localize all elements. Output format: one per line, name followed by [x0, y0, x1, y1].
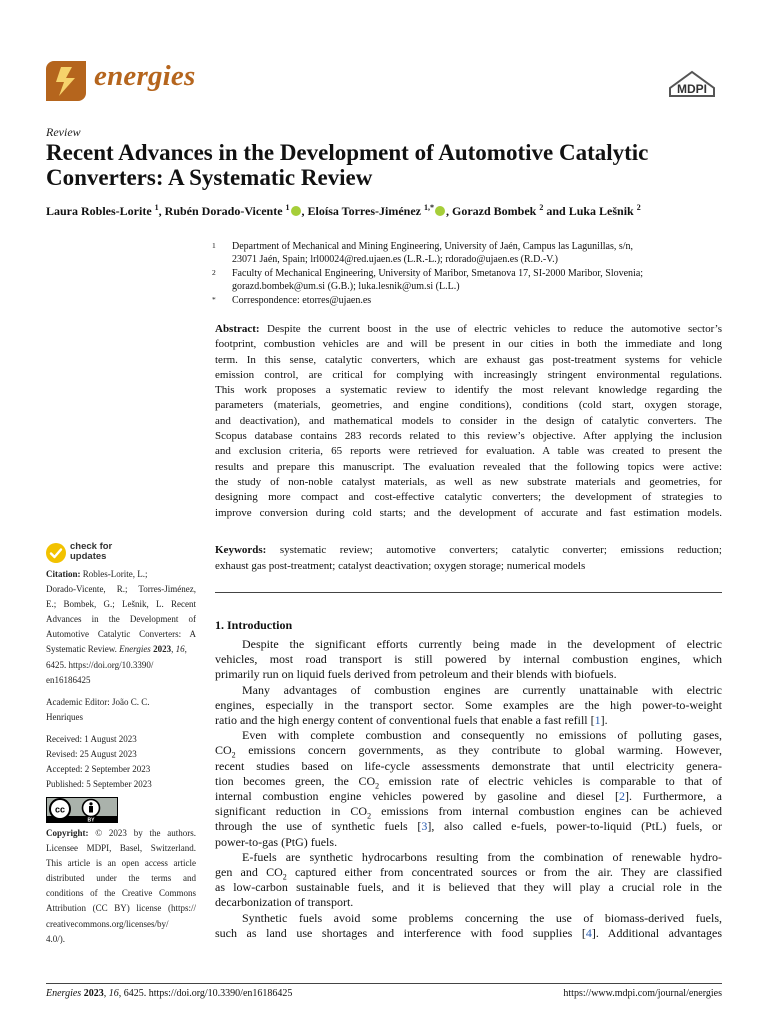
body-line: as low-carbon sustainable fuels, and it is believed that they will play a crucial role in the: [215, 880, 722, 895]
orcid-icon[interactable]: [435, 206, 445, 216]
citation-doi[interactable]: 6425. https://doi.org/10.3390/: [46, 659, 154, 670]
author-affiliation-mark: 2: [539, 203, 544, 212]
author-affiliation-mark: 2: [636, 203, 641, 212]
check-for-updates-link[interactable]: check for updates: [70, 541, 113, 562]
body-line: internal combustion engine vehicles powered by gasoline and diesel [2]. Furthermore, a: [215, 789, 722, 804]
body-line: Even with complete combustion and consequently no emissions of polluting gases,: [242, 728, 722, 743]
citation-link[interactable]: 4: [585, 925, 592, 940]
journal-name: energies: [94, 60, 196, 92]
author-list: Laura Robles-Lorite $^1$, Rubén Dorado-Vicente $^1$ , Eloísa Torres-Jiménez $^{1,*}$ , Gorazd Bombek $^2$ and Luka Lešnik $^2$: [46, 203, 641, 218]
affiliation-line: Department of Mechanical and Mining Engineering, University of Jaén, Campus las Lagunillas, s/n,: [232, 241, 634, 252]
affiliation-line: gorazd.bombek@um.si (G.B.); luka.lesnik@um.si (L.L.): [232, 281, 460, 293]
citation-line: Advances in the Development of: [46, 614, 196, 625]
article-type: Review: [46, 125, 81, 139]
energies-logo: [46, 61, 86, 101]
body-line: gen and $CO_2$ captured either from concentrated sources or from the air. They are classified: [215, 865, 722, 882]
author-name: Rubén Dorado-Vicente: [164, 204, 283, 218]
author-name: Eloísa Torres-Jiménez: [307, 204, 421, 218]
citation-link[interactable]: 2: [619, 789, 626, 804]
body-line: tion becomes green, the $CO_2$ emission rate of electric vehicles is comparable to that of: [215, 773, 723, 791]
affiliation-mark: 1: [212, 241, 216, 250]
abstract-line: term. In this sense, catalytic converters, which are exhaust gas post-treatment systems for vehicle: [215, 353, 722, 366]
body-line: power-to-gas (PtG) fuels.: [215, 834, 338, 849]
author-name: Laura Robles-Lorite: [46, 204, 152, 218]
affiliations: [212, 240, 722, 307]
body-line: primarily run on liquid fuels derived from petroleum and their blends with biofuels.: [215, 667, 617, 682]
date-revised: Revised: 25 August 2023: [46, 749, 137, 760]
copyright-notice: [46, 826, 196, 947]
abstract-line: This work proposes a systematic review to identify the most relevant knowledge regarding the: [215, 384, 722, 397]
author-affiliation-mark: 1,*: [423, 203, 434, 212]
body-line: Despite the significant efforts currently being made in the development of electric: [242, 637, 722, 651]
mdpi-logo: [664, 70, 720, 98]
svg-text:cc: cc: [54, 804, 66, 815]
abstract-line: emission control, are critical for complying with increasingly stringent environmental regulations.: [215, 368, 722, 381]
divider: [215, 592, 722, 593]
keywords-line: Keywords: systematic review; automotive converters; catalytic converter; emissions reduction;: [215, 544, 722, 556]
svg-text:BY: BY: [87, 817, 95, 823]
citation-line: Citation: Robles-Lorite, L.;: [46, 569, 148, 579]
copyright-line: distributed under the terms and: [46, 873, 196, 884]
citation-label: Citation:: [46, 569, 81, 579]
paper-title: [46, 140, 736, 190]
body-line: vehicles, most road transport is still powered by internal combustion engines, which: [215, 652, 722, 667]
title-line: Converters: A Systematic Review: [46, 165, 373, 190]
abstract: [215, 322, 722, 521]
abstract-line: and deactivation), and mathematical models to consider in the design of catalytic converters. The: [215, 414, 722, 427]
body-line: engines, especially in the transport sector. Some examples are the high power-to-weight: [215, 697, 722, 712]
date-published: Published: 5 September 2023: [46, 779, 152, 790]
affiliation-mark: 2: [212, 267, 216, 277]
affiliation: [212, 294, 722, 307]
keywords-label: Keywords:: [215, 544, 267, 556]
sidebar-meta: [46, 567, 196, 792]
body-line: decarbonization of transport.: [215, 895, 354, 910]
abstract-line: designing more compact and cost-effective catalytic converters; the development of strategies to: [215, 491, 722, 504]
abstract-line: the study of non-noble catalyst materials, as well as new substrate materials and geometries, for: [215, 475, 722, 488]
abstract-line: Scopus database contains 283 records related to this review’s objective. After applying the inclusion: [215, 430, 722, 443]
check-for-updates-icon[interactable]: [45, 542, 67, 564]
affiliation-line: 23071 Jaén, Spain; lrl00024@red.ujaen.es (L.R.-L.); rdorado@ujaen.es (R.D.-V.): [232, 254, 558, 266]
affiliation: [212, 240, 722, 267]
abstract-line: Abstract: Despite the current boost in the use of electric vehicles to reduce the automotive sector’s: [215, 323, 722, 335]
keywords: [215, 543, 722, 574]
footer-divider: [46, 983, 722, 984]
abstract-line: improve conversion during cold starts; and the development of accurate and fast estimation models.: [215, 506, 722, 519]
abstract-line: parameters (materials, geometries, and engine conditions), conditions (cold start, oxygen storage,: [215, 399, 722, 412]
body-line: such as land use shortages and interference with food supplies [4]. Additional advantages: [215, 925, 722, 940]
abstract-line: results and prepare this manuscript. The evaluation revealed that the following topics were active:: [215, 460, 722, 473]
citation-line: E.; Bombek, G.; Lešnik, L. Recent: [46, 599, 196, 610]
author-affiliation-mark: 1: [285, 203, 290, 212]
affiliation-mark: *: [212, 294, 216, 304]
academic-editor: Academic Editor: João C. C.: [46, 696, 150, 707]
affiliation: [212, 267, 722, 294]
copyright-line: creativecommons.org/licenses/by/: [46, 918, 169, 929]
citation-link[interactable]: 1: [594, 713, 601, 728]
citation-link[interactable]: 3: [421, 819, 428, 834]
body-text: [215, 637, 722, 941]
cc-by-license-icon[interactable]: [46, 797, 118, 823]
copyright-label: Copyright:: [46, 828, 89, 838]
body-line: ratio and the high energy content of conventional fuels that enable a fast refill [1].: [215, 713, 608, 728]
body-line: through the use of synthetic fuels [3], also called e-fuels, power-to-liquid (PtL) fuels, or: [215, 819, 722, 834]
body-line: Synthetic fuels avoid some problems concerning the use of biomass-derived fuels,: [242, 910, 722, 925]
abstract-label: Abstract:: [215, 323, 260, 335]
copyright-line: Attribution (CC BY) license (https://: [46, 903, 196, 914]
abstract-line: footprint, combustion vehicles are and will be present in our cities in both the immediate and long: [215, 338, 722, 351]
copyright-line: Copyright: © 2023 by the authors.: [46, 828, 196, 838]
affiliation-line: Faculty of Mechanical Engineering, University of Maribor, Smetanova 17, SI-2000 Maribor, Slovenia;: [232, 267, 644, 279]
author-affiliation-mark: 1: [154, 203, 159, 212]
copyright-line: 4.0/).: [46, 933, 65, 944]
citation-line: Systematic Review. Energies 2023, 16,: [46, 644, 187, 655]
copyright-line: conditions of the Creative Commons: [46, 888, 196, 899]
body-line: recent studies based on life-cycle assessments demonstrate that until electricity genera-: [215, 758, 722, 773]
svg-text:MDPI: MDPI: [677, 82, 707, 96]
author-name: Luka Lešnik: [568, 204, 634, 218]
affiliation-line: Correspondence: etorres@ujaen.es: [232, 294, 372, 306]
date-accepted: Accepted: 2 September 2023: [46, 764, 151, 775]
academic-editor: Henriques: [46, 711, 83, 722]
body-line: E-fuels are synthetic hydrocarbons resulting from the combination of renewable hydro-: [242, 849, 722, 864]
citation-line: Automotive Catalytic Converters: A: [46, 629, 196, 640]
citation-line: Dorado-Vicente, R.; Torres-Jiménez,: [46, 584, 196, 595]
keywords-line: exhaust gas post-treatment; catalyst deactivation; oxygen storage; numerical models: [215, 559, 586, 572]
copyright-line: This article is an open access article: [46, 858, 196, 869]
abstract-line: and exclusion criteria, 65 reports were retrieved for evaluation. A table was created to present the: [215, 445, 722, 458]
body-line: Many advantages of combustion engines are currently unattainable with electric: [242, 682, 722, 697]
date-received: Received: 1 August 2023: [46, 733, 137, 744]
section-heading: 1. Introduction: [215, 618, 293, 632]
body-line: significant reduction in $CO_2$ emissions from internal combustion engines can be achieved: [215, 804, 722, 821]
copyright-line: Licensee MDPI, Basel, Switzerland.: [46, 843, 196, 854]
orcid-icon[interactable]: [291, 206, 301, 216]
footer-journal-url[interactable]: https://www.mdpi.com/journal/energies: [563, 988, 722, 999]
author-name: Gorazd Bombek: [451, 204, 537, 218]
body-line: $CO_2$ emissions concern governments, as they contribute to global warming. However,: [215, 743, 722, 760]
citation-doi[interactable]: en16186425: [46, 674, 91, 685]
footer-citation: Energies 2023, 16, 6425. https://doi.org/10.3390/en16186425: [46, 988, 293, 999]
title-line: Recent Advances in the Development of Automotive Catalytic: [46, 140, 649, 165]
